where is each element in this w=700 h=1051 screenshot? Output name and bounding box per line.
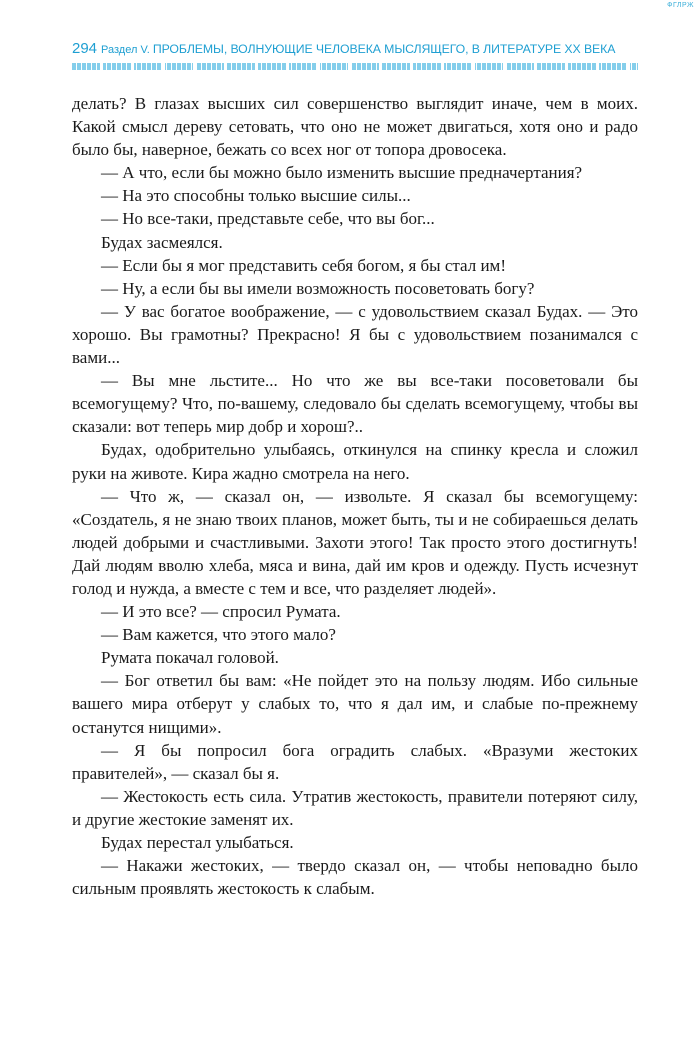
- paragraph: — А что, если бы можно было изменить высшие предначертания?: [101, 163, 583, 183]
- paragraph: — Накажи жестоких, — твердо сказал он, — чтобы неповадно было сильным проявлять жестокость к слабым.: [72, 856, 638, 899]
- running-header: [72, 40, 642, 58]
- paragraph: — Вам кажется, что этого мало?: [101, 625, 336, 645]
- paragraph: Будах перестал улыбаться.: [101, 833, 294, 852]
- paragraph: Будах засмеялся.: [101, 232, 223, 252]
- paragraph: — На это способны только высшие силы...: [101, 186, 411, 206]
- paragraph: — Вы мне льстите... Но что же вы все-таки посоветовали бы всемогущему? Что, по-вашему, следовало бы сделать всемогущему, чтобы вы сказали: вот теперь мир добр и хорош?..: [72, 371, 638, 437]
- page-number: 294: [72, 40, 98, 57]
- section-title: ПРОБЛЕМЫ, ВОЛНУЮЩИЕ ЧЕЛОВЕКА МЫСЛЯЩЕГО, В ЛИТЕРАТУРЕ XX ВЕКА: [152, 42, 616, 56]
- paragraph: — Бог ответил бы вам: «Не пойдет это на пользу людям. Ибо сильные вашего мира отберут у слабых то, что я дал им, и слабые по-прежнему останутся нищими».: [72, 671, 638, 737]
- paragraph: — Если бы я мог представить себя богом, я бы стал им!: [101, 255, 506, 275]
- decorative-divider: [72, 63, 638, 70]
- paragraph: делать? В глазах высших сил совершенство выглядит иначе, чем в моих. Какой смысл дереву сетовать, что оно не может двигаться, хотя оно и радо было бы, наверное, бежать со всех ног от топора дровосека.: [72, 94, 638, 160]
- paragraph: — И это все? — спросил Румата.: [101, 602, 341, 622]
- paragraph: Румата покачал головой.: [101, 648, 279, 668]
- paragraph: — Жестокость есть сила. Утратив жестокость, правители потеряют силу, и другие жестокие заменят их.: [72, 786, 638, 829]
- paragraph: — Но все-таки, представьте себе, что вы бог...: [101, 209, 435, 229]
- corner-mark: ФГЛРЖ: [667, 2, 694, 9]
- paragraph: — Ну, а если бы вы имели возможность посоветовать богу?: [101, 278, 535, 298]
- paragraph: — У вас богатое воображение, — с удовольствием сказал Будах. — Это хорошо. Вы грамотны? Прекрасно! Я бы с удовольствием позанимался с вами...: [72, 301, 638, 368]
- section-label: Раздел V.: [101, 44, 150, 56]
- paragraph: Будах, одобрительно улыбаясь, откинулся на спинку кресла и сложил руки на животе. Кира жадно смотрела на него.: [72, 440, 638, 483]
- body-text: [72, 92, 638, 900]
- paragraph: — Что ж, — сказал он, — извольте. Я сказал бы всемогущему: «Создатель, я не знаю твоих планов, может быть, ты и не собираешься делать людей добрыми и счастливыми. Захоти этого! Так просто этого достигнуть! Дай людям вволю хлеба, мяса и вина, дай им кров и одежду. Пусть исчезнут голод и нужда, а вместе с тем и все, что разделяет людей».: [72, 486, 638, 598]
- paragraph: — Я бы попросил бога оградить слабых. «Вразуми жестоких правителей», — сказал бы я.: [72, 740, 638, 783]
